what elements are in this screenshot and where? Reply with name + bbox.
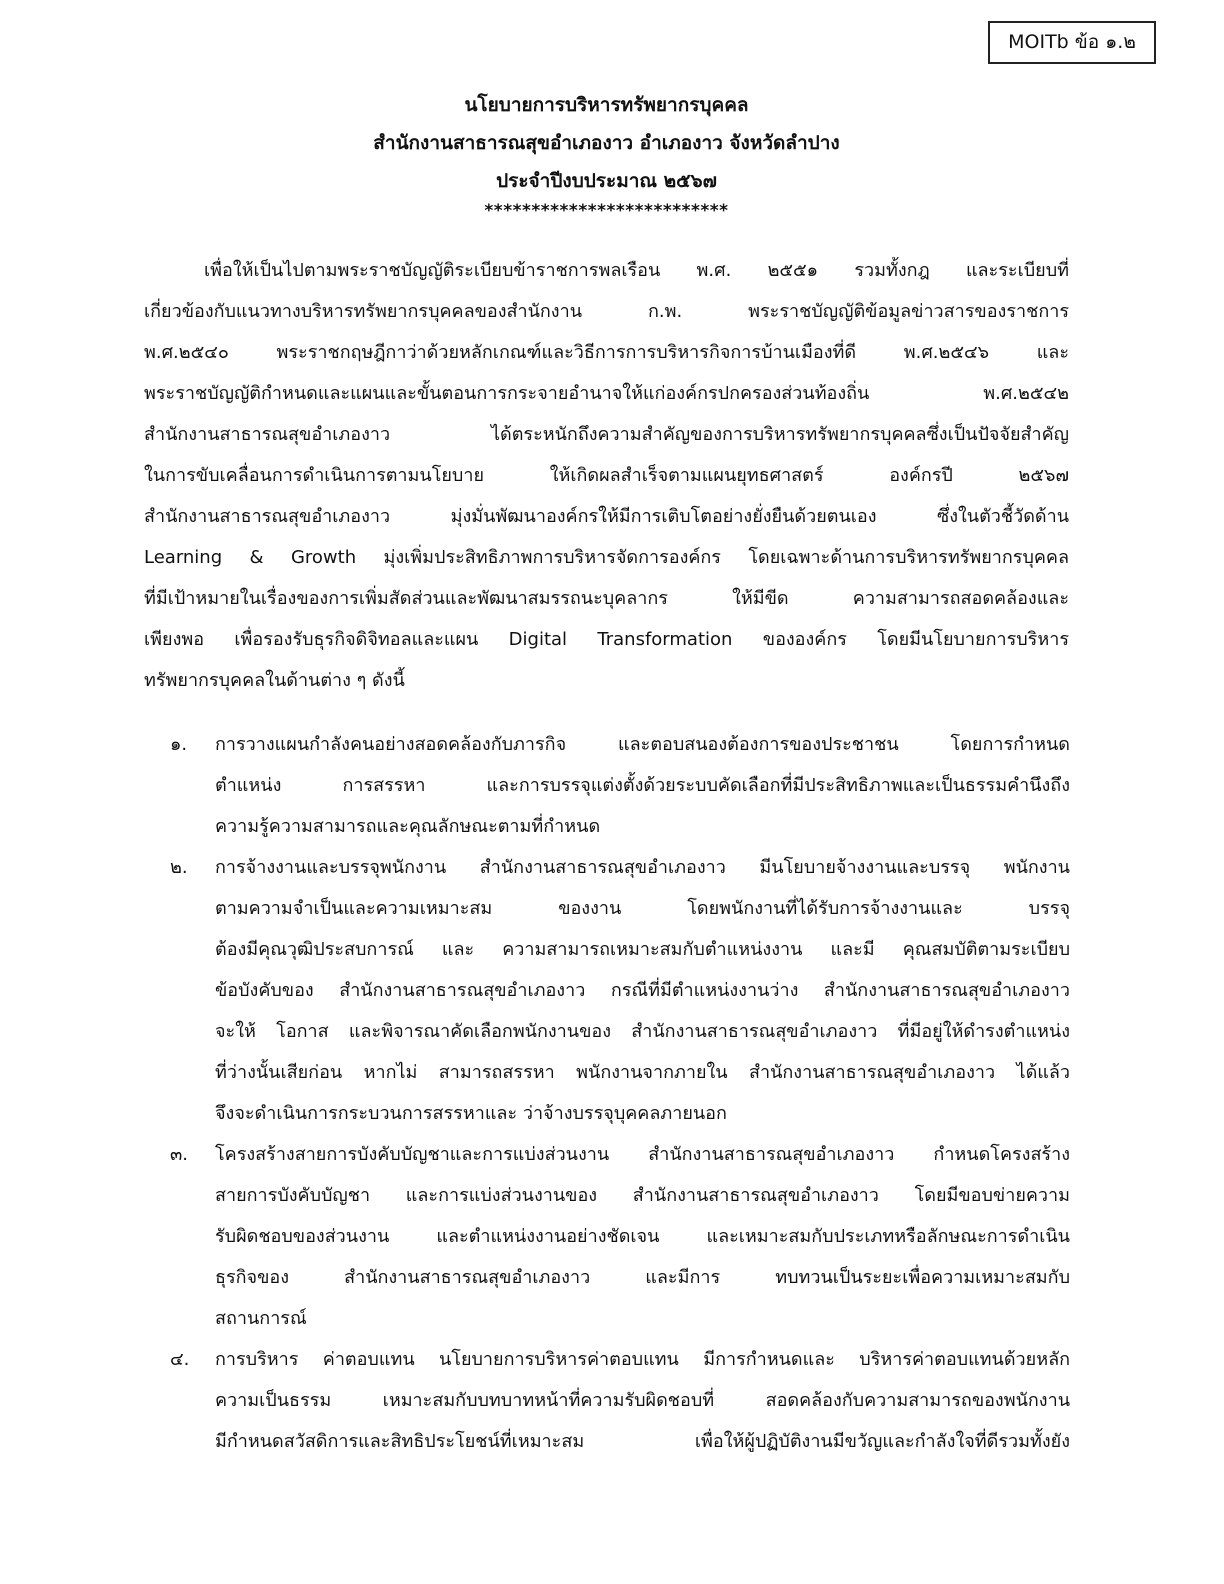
intro-line: สำนักงานสาธารณสุขอำเภองาว มุ่งมั่นพัฒนาองค์กรให้มีการเติบโตอย่างยั่งยืนด้วยตนเอง ซึ่งในตัวชี้วัดด้าน bbox=[144, 506, 1069, 527]
policy-line: ตามความจำเป็นและความเหมาะสม ของงาน โดยพนักงานที่ได้รับการจ้างงานและ บรรจุ bbox=[215, 898, 1070, 919]
fiscal-year: ประจำปีงบประมาณ ๒๕๖๗ bbox=[496, 170, 717, 192]
intro-line: พ.ศ.๒๕๔๐ พระราชกฤษฎีกาว่าด้วยหลักเกณฑ์และวิธีการการบริหารกิจการบ้านเมืองที่ดี พ.ศ.๒๕๔๖ และ bbox=[144, 342, 1069, 363]
intro-line: พระราชบัญญัติกำหนดและแผนและขั้นตอนการกระจายอำนาจให้แก่องค์กรปกครองส่วนท้องถิ่น พ.ศ.๒๕๔๒ bbox=[144, 383, 1069, 404]
policy-line: สถานการณ์ bbox=[215, 1308, 307, 1329]
policy-item-employment bbox=[170, 847, 1070, 1134]
intro-line: Learning & Growth มุ่งเพิ่มประสิทธิภาพการบริหารจัดการองค์กร โดยเฉพาะด้านการบริหารทรัพยากรบุคคล bbox=[144, 547, 1069, 568]
policy-line: ความรู้ความสามารถและคุณลักษณะตามที่กำหนด bbox=[215, 816, 601, 837]
policy-line: ต้องมีคุณวุฒิประสบการณ์ และ ความสามารถเหมาะสมกับตำแหน่งงาน และมี คุณสมบัติตามระเบียบ bbox=[215, 939, 1070, 960]
policy-line: การวางแผนกำลังคนอย่างสอดคล้องกับภารกิจ และตอบสนองต้องการของประชาชน โดยการกำหนด bbox=[215, 734, 1070, 755]
intro-line: ในการขับเคลื่อนการดำเนินการตามนโยบาย ให้เกิดผลสำเร็จตามแผนยุทธศาสตร์ องค์กรปี ๒๕๖๗ bbox=[144, 465, 1069, 486]
policy-line: ธุรกิจของ สำนักงานสาธารณสุขอำเภองาว และมีการ ทบทวนเป็นระยะเพื่อความเหมาะสมกับ bbox=[215, 1267, 1070, 1288]
policy-line: จะให้ โอกาส และพิจารณาคัดเลือกพนักงานของ สำนักงานสาธารณสุขอำเภองาว ที่มีอยู่ให้ดำรงตำแหน่ง bbox=[215, 1021, 1070, 1042]
separator-stars: ************************** bbox=[484, 201, 729, 221]
intro-line: เพียงพอ เพื่อรองรับธุรกิจดิจิทอลและแผน Digital Transformation ขององค์กร โดยมีนโยบายการบริหาร bbox=[144, 629, 1069, 650]
policy-item-compensation bbox=[170, 1339, 1070, 1462]
policy-number: ๑. bbox=[170, 734, 188, 755]
intro-line: เกี่ยวข้องกับแนวทางบริหารทรัพยากรบุคคลของสำนักงาน ก.พ. พระราชบัญญัติข้อมูลข่าวสารของราชการ bbox=[144, 301, 1069, 322]
policy-line: ตำแหน่ง การสรรหา และการบรรจุแต่งตั้งด้วยระบบคัดเลือกที่มีประสิทธิภาพและเป็นธรรมคำนึงถึง bbox=[215, 775, 1070, 796]
policy-number: ๒. bbox=[170, 857, 188, 878]
policy-line: มีกำหนดสวัสดิการและสิทธิประโยชน์ที่เหมาะสม เพื่อให้ผู้ปฏิบัติงานมีขวัญและกำลังใจที่ดีรวมทั้งยัง bbox=[215, 1431, 1070, 1452]
document-header bbox=[144, 86, 1069, 222]
policy-line: ที่ว่างนั้นเสียก่อน หากไม่ สามารถสรรหา พนักงานจากภายใน สำนักงานสาธารณสุขอำเภองาว ได้แล้ว bbox=[215, 1062, 1070, 1083]
policy-line: ข้อบังคับของ สำนักงานสาธารณสุขอำเภองาว กรณีที่มีตำแหน่งงานว่าง สำนักงานสาธารณสุขอำเภองาว bbox=[215, 980, 1070, 1001]
policy-line: ความเป็นธรรม เหมาะสมกับบทบาทหน้าที่ความรับผิดชอบที่ สอดคล้องกับความสามารถของพนักงาน bbox=[215, 1390, 1070, 1411]
intro-line: เพื่อให้เป็นไปตามพระราชบัญญัติระเบียบข้าราชการพลเรือน พ.ศ. ๒๕๕๑ รวมทั้งกฎ และระเบียบที่ bbox=[204, 260, 1069, 281]
policy-line: จึงจะดำเนินการกระบวนการสรรหาและ ว่าจ้างบรรจุบุคคลภายนอก bbox=[215, 1103, 727, 1124]
policy-line: การจ้างงานและบรรจุพนักงาน สำนักงานสาธารณสุขอำเภองาว มีนโยบายจ้างงานและบรรจุ พนักงาน bbox=[215, 857, 1070, 878]
policy-title: นโยบายการบริหารทรัพยากรบุคคล bbox=[464, 94, 749, 116]
policy-line: สายการบังคับบัญชา และการแบ่งส่วนงานของ สำนักงานสาธารณสุขอำเภองาว โดยมีขอบข่ายความ bbox=[215, 1185, 1070, 1206]
document-reference-label: MOITb ข้อ ๑.๒ bbox=[988, 21, 1156, 64]
intro-paragraph bbox=[144, 250, 1069, 701]
organization-name: สำนักงานสาธารณสุขอำเภองาว อำเภองาว จังหวัดลำปาง bbox=[373, 132, 840, 154]
policy-line: โครงสร้างสายการบังคับบัญชาและการแบ่งส่วนงาน สำนักงานสาธารณสุขอำเภองาว กำหนดโครงสร้าง bbox=[215, 1144, 1070, 1165]
intro-line: ทรัพยากรบุคคลในด้านต่าง ๆ ดังนี้ bbox=[144, 670, 405, 691]
intro-line: สำนักงานสาธารณสุขอำเภองาว ได้ตระหนักถึงความสำคัญของการบริหารทรัพยากรบุคคลซึ่งเป็นปัจจัยสำคัญ bbox=[144, 424, 1069, 445]
policy-list bbox=[170, 724, 1070, 1462]
policy-item-workforce-planning bbox=[170, 724, 1070, 847]
policy-number: ๔. bbox=[170, 1349, 190, 1370]
policy-item-organization-structure bbox=[170, 1134, 1070, 1339]
policy-line: รับผิดชอบของส่วนงาน และตำแหน่งงานอย่างชัดเจน และเหมาะสมกับประเภทหรือลักษณะการดำเนิน bbox=[215, 1226, 1070, 1247]
policy-line: การบริหาร ค่าตอบแทน นโยบายการบริหารค่าตอบแทน มีการกำหนดและ บริหารค่าตอบแทนด้วยหลัก bbox=[215, 1349, 1070, 1370]
policy-number: ๓. bbox=[170, 1144, 189, 1165]
intro-line: ที่มีเป้าหมายในเรื่องของการเพิ่มสัดส่วนและพัฒนาสมรรถนะบุคลากร ให้มีขีด ความสามารถสอดคล้องและ bbox=[144, 588, 1069, 609]
